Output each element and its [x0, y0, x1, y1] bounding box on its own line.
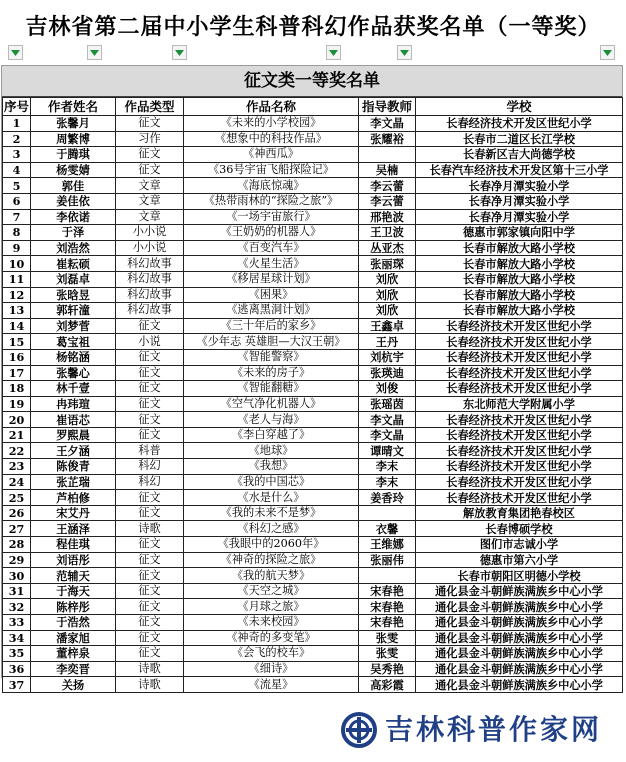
cell-teacher: 张瑛迪 — [359, 365, 416, 381]
cell-school: 长春经济技术开发区世纪小学 — [416, 427, 623, 443]
cell-school: 通化县金斗朝鲜族满族乡中心小学 — [416, 630, 623, 646]
cell-no: 5 — [3, 178, 31, 194]
cell-type: 征文 — [116, 599, 184, 615]
cell-author: 于腾琪 — [31, 147, 116, 163]
cell-no: 12 — [3, 287, 31, 303]
cell-author: 刘语彤 — [31, 552, 116, 568]
cell-type: 征文 — [116, 537, 184, 553]
cell-work: 《神奇的多变笔》 — [184, 630, 359, 646]
cell-author: 张晗昱 — [31, 287, 116, 303]
cell-teacher: 张丽伟 — [359, 552, 416, 568]
cell-teacher: 吴楠 — [359, 162, 416, 178]
cell-author: 宋艾丹 — [31, 505, 116, 521]
cell-work: 《我眼中的2060年》 — [184, 537, 359, 553]
cell-author: 林千壹 — [31, 381, 116, 397]
cell-type: 征文 — [116, 365, 184, 381]
cell-type: 科幻 — [116, 474, 184, 490]
cell-type: 科幻故事 — [116, 271, 184, 287]
cell-no: 32 — [3, 599, 31, 615]
table-row — [3, 287, 623, 303]
cell-type: 习作 — [116, 131, 184, 147]
cell-work: 《未来的小学校园》 — [184, 116, 359, 132]
cell-work: 《地球》 — [184, 443, 359, 459]
table-row — [3, 568, 623, 584]
cell-no: 20 — [3, 412, 31, 428]
cell-school: 长春经济技术开发区世纪小学 — [416, 459, 623, 475]
cell-work: 《海底惊魂》 — [184, 178, 359, 194]
cell-author: 冉玮瑄 — [31, 396, 116, 412]
cell-type: 征文 — [116, 583, 184, 599]
cell-no: 2 — [3, 131, 31, 147]
cell-type: 征文 — [116, 116, 184, 132]
cell-type: 征文 — [116, 396, 184, 412]
cell-work: 《流星》 — [184, 677, 359, 693]
cell-teacher — [359, 505, 416, 521]
cell-author: 陈梓彤 — [31, 599, 116, 615]
cell-author: 杨铭涵 — [31, 349, 116, 365]
cell-author: 芦柏修 — [31, 490, 116, 506]
table-row — [3, 131, 623, 147]
cell-school: 长春经济技术开发区世纪小学 — [416, 318, 623, 334]
cell-work: 《困果》 — [184, 287, 359, 303]
cell-teacher: 张丽琛 — [359, 256, 416, 272]
cell-school: 长春汽车经济技术开发区第十三小学 — [416, 162, 623, 178]
filter-dropdown-button[interactable] — [600, 45, 615, 60]
cell-work: 《老人与海》 — [184, 412, 359, 428]
cell-teacher: 姜香玲 — [359, 490, 416, 506]
cell-no: 1 — [3, 116, 31, 132]
cell-teacher: 宋春艳 — [359, 583, 416, 599]
cell-type: 征文 — [116, 147, 184, 163]
cell-teacher: 王丹 — [359, 334, 416, 350]
cell-author: 于泽 — [31, 225, 116, 241]
cell-teacher: 王鑫卓 — [359, 318, 416, 334]
cell-teacher: 李文晶 — [359, 427, 416, 443]
cell-teacher: 张耀裕 — [359, 131, 416, 147]
cell-work: 《逃离黑洞计划》 — [184, 303, 359, 319]
cell-no: 16 — [3, 349, 31, 365]
table-row — [3, 443, 623, 459]
cell-work: 《我的航天梦》 — [184, 568, 359, 584]
cell-school: 解放教育集团艳春校区 — [416, 505, 623, 521]
cell-school: 长春市二道区长江学校 — [416, 131, 623, 147]
cell-work: 《未来校园》 — [184, 615, 359, 631]
cell-type: 文章 — [116, 178, 184, 194]
cell-work: 《会飞的校车》 — [184, 646, 359, 662]
cell-author: 张馨心 — [31, 365, 116, 381]
table-row — [3, 396, 623, 412]
cell-work: 《我的中国芯》 — [184, 474, 359, 490]
cell-teacher: 刘杭宇 — [359, 349, 416, 365]
cell-work: 《我想》 — [184, 459, 359, 475]
table-row — [3, 193, 623, 209]
cell-no: 15 — [3, 334, 31, 350]
cell-no: 36 — [3, 661, 31, 677]
cell-teacher: 李文晶 — [359, 412, 416, 428]
cell-type: 小说 — [116, 334, 184, 350]
table-row — [3, 178, 623, 194]
cell-school: 通化县金斗朝鲜族满族乡中心小学 — [416, 615, 623, 631]
cell-school: 长春净月潭实验小学 — [416, 209, 623, 225]
header-author: 作者姓名 — [31, 98, 116, 116]
table-row — [3, 459, 623, 475]
cell-work: 《细诗》 — [184, 661, 359, 677]
cell-teacher — [359, 568, 416, 584]
cell-type: 科幻故事 — [116, 303, 184, 319]
award-table — [2, 97, 623, 693]
cell-type: 诗歌 — [116, 677, 184, 693]
cell-teacher: 邢艳波 — [359, 209, 416, 225]
cell-work: 《36号宇宙飞船探险记》 — [184, 162, 359, 178]
table-row — [3, 615, 623, 631]
cell-no: 34 — [3, 630, 31, 646]
cell-teacher: 李末 — [359, 459, 416, 475]
cell-teacher: 刘欣 — [359, 271, 416, 287]
cell-school: 长春新区吉大尚德学校 — [416, 147, 623, 163]
cell-school: 德惠市郭家镇向阳中学 — [416, 225, 623, 241]
cell-no: 28 — [3, 537, 31, 553]
cell-author: 于海天 — [31, 583, 116, 599]
cell-author: 周繁博 — [31, 131, 116, 147]
cell-school: 长春经济技术开发区世纪小学 — [416, 443, 623, 459]
sheet-title: 征文类一等奖名单 — [2, 66, 622, 97]
cell-author: 葛宝祖 — [31, 334, 116, 350]
cell-teacher: 谭晴文 — [359, 443, 416, 459]
table-row — [3, 318, 623, 334]
cell-work: 《移居星球计划》 — [184, 271, 359, 287]
filter-dropdown-button[interactable] — [87, 45, 102, 60]
cell-school: 德惠市第六小学 — [416, 552, 623, 568]
cell-no: 22 — [3, 443, 31, 459]
cell-no: 4 — [3, 162, 31, 178]
cell-school: 长春经济技术开发区世纪小学 — [416, 474, 623, 490]
cell-no: 3 — [3, 147, 31, 163]
cell-work: 《李白穿越了》 — [184, 427, 359, 443]
cell-author: 王夕涵 — [31, 443, 116, 459]
cell-teacher — [359, 147, 416, 163]
cell-school: 通化县金斗朝鲜族满族乡中心小学 — [416, 661, 623, 677]
cell-type: 征文 — [116, 381, 184, 397]
cell-school: 长春经济技术开发区世纪小学 — [416, 116, 623, 132]
cell-school: 长春市解放大路小学校 — [416, 303, 623, 319]
cell-author: 郭轩潼 — [31, 303, 116, 319]
cell-no: 24 — [3, 474, 31, 490]
filter-dropdown-button[interactable] — [326, 45, 341, 60]
cell-no: 10 — [3, 256, 31, 272]
table-row — [3, 162, 623, 178]
cell-type: 征文 — [116, 318, 184, 334]
cell-school: 长春经济技术开发区世纪小学 — [416, 381, 623, 397]
cell-work: 《王奶奶的机器人》 — [184, 225, 359, 241]
cell-teacher: 刘俊 — [359, 381, 416, 397]
table-row — [3, 412, 623, 428]
cell-type: 科幻 — [116, 459, 184, 475]
dropdown-arrow-icon — [11, 50, 20, 56]
cell-school: 图们市志诚小学 — [416, 537, 623, 553]
cell-type: 科幻故事 — [116, 256, 184, 272]
table-row — [3, 303, 623, 319]
table-row — [3, 646, 623, 662]
cell-type: 诗歌 — [116, 521, 184, 537]
cell-author: 刘磊卓 — [31, 271, 116, 287]
table-row — [3, 599, 623, 615]
table-row — [3, 147, 623, 163]
cell-teacher: 王卫波 — [359, 225, 416, 241]
cell-type: 征文 — [116, 505, 184, 521]
cell-teacher: 吴秀艳 — [359, 661, 416, 677]
cell-type: 征文 — [116, 615, 184, 631]
table-row — [3, 537, 623, 553]
cell-teacher: 刘欣 — [359, 287, 416, 303]
cell-no: 9 — [3, 240, 31, 256]
table-row — [3, 365, 623, 381]
cell-author: 于浩然 — [31, 615, 116, 631]
table-row — [3, 349, 623, 365]
cell-school: 长春净月潭实验小学 — [416, 178, 623, 194]
cell-type: 征文 — [116, 646, 184, 662]
cell-no: 6 — [3, 193, 31, 209]
cell-school: 长春经济技术开发区世纪小学 — [416, 334, 623, 350]
cell-teacher: 衣馨 — [359, 521, 416, 537]
cell-work: 《月球之旅》 — [184, 599, 359, 615]
dropdown-arrow-icon — [90, 50, 99, 56]
cell-school: 通化县金斗朝鲜族满族乡中心小学 — [416, 583, 623, 599]
table-row — [3, 630, 623, 646]
cell-no: 25 — [3, 490, 31, 506]
cell-school: 长春市解放大路小学校 — [416, 287, 623, 303]
cell-author: 张芷瑞 — [31, 474, 116, 490]
cell-type: 征文 — [116, 490, 184, 506]
cell-work: 《智能翻糖》 — [184, 381, 359, 397]
cell-school: 东北师范大学附属小学 — [416, 396, 623, 412]
table-row — [3, 490, 623, 506]
cell-author: 李依诺 — [31, 209, 116, 225]
cell-author: 范辅天 — [31, 568, 116, 584]
cell-no: 8 — [3, 225, 31, 241]
table-row — [3, 427, 623, 443]
cell-no: 27 — [3, 521, 31, 537]
filter-dropdown-button[interactable] — [172, 45, 187, 60]
cell-school: 通化县金斗朝鲜族满族乡中心小学 — [416, 599, 623, 615]
header-work: 作品名称 — [184, 98, 359, 116]
cell-work: 《一场宇宙旅行》 — [184, 209, 359, 225]
cell-teacher: 刘欣 — [359, 303, 416, 319]
cell-no: 23 — [3, 459, 31, 475]
cell-author: 王涵泽 — [31, 521, 116, 537]
table-row — [3, 116, 623, 132]
cell-work: 《智能警察》 — [184, 349, 359, 365]
cell-type: 诗歌 — [116, 661, 184, 677]
cell-author: 崔语芯 — [31, 412, 116, 428]
dropdown-arrow-icon — [329, 50, 338, 56]
cell-school: 长春市解放大路小学校 — [416, 256, 623, 272]
table-row — [3, 209, 623, 225]
cell-school: 长春市解放大路小学校 — [416, 271, 623, 287]
header-no: 序号 — [3, 99, 29, 114]
cell-no: 33 — [3, 615, 31, 631]
table-row — [3, 505, 623, 521]
table-row — [3, 521, 623, 537]
cell-no: 30 — [3, 568, 31, 584]
header-school: 学校 — [416, 98, 623, 116]
cell-work: 《科幻之感》 — [184, 521, 359, 537]
dropdown-arrow-icon — [400, 50, 409, 56]
cell-teacher: 张瑶茵 — [359, 396, 416, 412]
table-row — [3, 225, 623, 241]
cell-author: 程佳琪 — [31, 537, 116, 553]
cell-teacher: 李云蕾 — [359, 178, 416, 194]
cell-no: 18 — [3, 381, 31, 397]
table-row — [3, 474, 623, 490]
cell-no: 14 — [3, 318, 31, 334]
cell-author: 姜佳依 — [31, 193, 116, 209]
cell-type: 征文 — [116, 630, 184, 646]
cell-school: 长春经济技术开发区世纪小学 — [416, 365, 623, 381]
cell-work: 《三十年后的家乡》 — [184, 318, 359, 334]
dropdown-arrow-icon — [175, 50, 184, 56]
cell-type: 征文 — [116, 349, 184, 365]
cell-teacher: 丛亚杰 — [359, 240, 416, 256]
cell-type: 科普 — [116, 443, 184, 459]
cell-type: 文章 — [116, 193, 184, 209]
cell-no: 11 — [3, 271, 31, 287]
cell-type: 征文 — [116, 568, 184, 584]
table-row — [3, 271, 623, 287]
cell-author: 刘梦菅 — [31, 318, 116, 334]
cell-author: 郭佳 — [31, 178, 116, 194]
table-row — [3, 677, 623, 693]
cell-work: 《空气净化机器人》 — [184, 396, 359, 412]
cell-school: 长春经济技术开发区世纪小学 — [416, 412, 623, 428]
cell-no: 35 — [3, 646, 31, 662]
cell-type: 科幻故事 — [116, 287, 184, 303]
cell-type: 征文 — [116, 412, 184, 428]
cell-no: 29 — [3, 552, 31, 568]
table-row — [3, 240, 623, 256]
logo-emblem-icon — [341, 712, 377, 748]
cell-teacher: 王维娜 — [359, 537, 416, 553]
cell-type: 文章 — [116, 209, 184, 225]
cell-work: 《天空之城》 — [184, 583, 359, 599]
cell-work: 《少年志 英雄胆—大汉王朝》 — [184, 334, 359, 350]
dropdown-arrow-icon — [603, 50, 612, 56]
cell-no: 19 — [3, 396, 31, 412]
cell-author: 董梓泉 — [31, 646, 116, 662]
cell-teacher: 高彩霞 — [359, 677, 416, 693]
table-row — [3, 381, 623, 397]
filter-dropdown-button[interactable] — [8, 45, 23, 60]
cell-type: 征文 — [116, 552, 184, 568]
table-row — [3, 334, 623, 350]
cell-author: 杨雯婧 — [31, 162, 116, 178]
spreadsheet — [1, 65, 623, 692]
cell-work: 《百变汽车》 — [184, 240, 359, 256]
cell-no: 7 — [3, 209, 31, 225]
cell-no: 31 — [3, 583, 31, 599]
cell-teacher: 张雯 — [359, 646, 416, 662]
cell-author: 罗熙晨 — [31, 427, 116, 443]
cell-author: 潘家旭 — [31, 630, 116, 646]
header-row — [3, 98, 623, 116]
site-logo — [341, 710, 621, 750]
cell-author: 张馨月 — [31, 116, 116, 132]
cell-school: 长春市朝阳区明德小学校 — [416, 568, 623, 584]
cell-school: 长春经济技术开发区世纪小学 — [416, 490, 623, 506]
cell-type: 小小说 — [116, 225, 184, 241]
table-row — [3, 661, 623, 677]
cell-no: 26 — [3, 505, 31, 521]
table-row — [3, 256, 623, 272]
cell-author: 陈俊青 — [31, 459, 116, 475]
header-teacher: 指导教师 — [359, 98, 416, 116]
cell-no: 37 — [3, 677, 31, 693]
cell-work: 《热带雨林的“探险之旅”》 — [184, 193, 359, 209]
table-row — [3, 583, 623, 599]
cell-author: 崔耘硕 — [31, 256, 116, 272]
cell-author: 李奕晋 — [31, 661, 116, 677]
cell-type: 小小说 — [116, 240, 184, 256]
cell-school: 长春经济技术开发区世纪小学 — [416, 349, 623, 365]
cell-teacher: 李云蕾 — [359, 193, 416, 209]
cell-work: 《水是什么》 — [184, 490, 359, 506]
cell-no: 17 — [3, 365, 31, 381]
cell-type: 征文 — [116, 162, 184, 178]
cell-work: 《神西瓜》 — [184, 147, 359, 163]
filter-dropdown-button[interactable] — [397, 45, 412, 60]
cell-teacher: 李文晶 — [359, 116, 416, 132]
cell-work: 《想象中的科技作品》 — [184, 131, 359, 147]
cell-work: 《未来的房子》 — [184, 365, 359, 381]
cell-author: 关扬 — [31, 677, 116, 693]
logo-text: 吉林科普作家网 — [385, 713, 603, 746]
cell-author: 刘浩然 — [31, 240, 116, 256]
cell-teacher: 宋春艳 — [359, 615, 416, 631]
cell-school: 长春市解放大路小学校 — [416, 240, 623, 256]
cell-school: 长春博硕学校 — [416, 521, 623, 537]
cell-teacher: 张雯 — [359, 630, 416, 646]
filter-row — [0, 42, 626, 64]
cell-teacher: 李末 — [359, 474, 416, 490]
cell-no: 21 — [3, 427, 31, 443]
table-row — [3, 552, 623, 568]
cell-teacher: 宋春艳 — [359, 599, 416, 615]
table-body — [3, 116, 623, 693]
cell-work: 《神奇的探险之旅》 — [184, 552, 359, 568]
page-title: 吉林省第二届中小学生科普科幻作品获奖名单（一等奖） — [25, 14, 601, 40]
cell-no: 13 — [3, 303, 31, 319]
cell-type: 征文 — [116, 427, 184, 443]
cell-school: 通化县金斗朝鲜族满族乡中心小学 — [416, 646, 623, 662]
cell-work: 《火星生活》 — [184, 256, 359, 272]
cell-school: 长春净月潭实验小学 — [416, 193, 623, 209]
header-type: 作品类型 — [116, 98, 184, 116]
cell-school: 通化县金斗朝鲜族满族乡中心小学 — [416, 677, 623, 693]
cell-work: 《我的未来不是梦》 — [184, 505, 359, 521]
